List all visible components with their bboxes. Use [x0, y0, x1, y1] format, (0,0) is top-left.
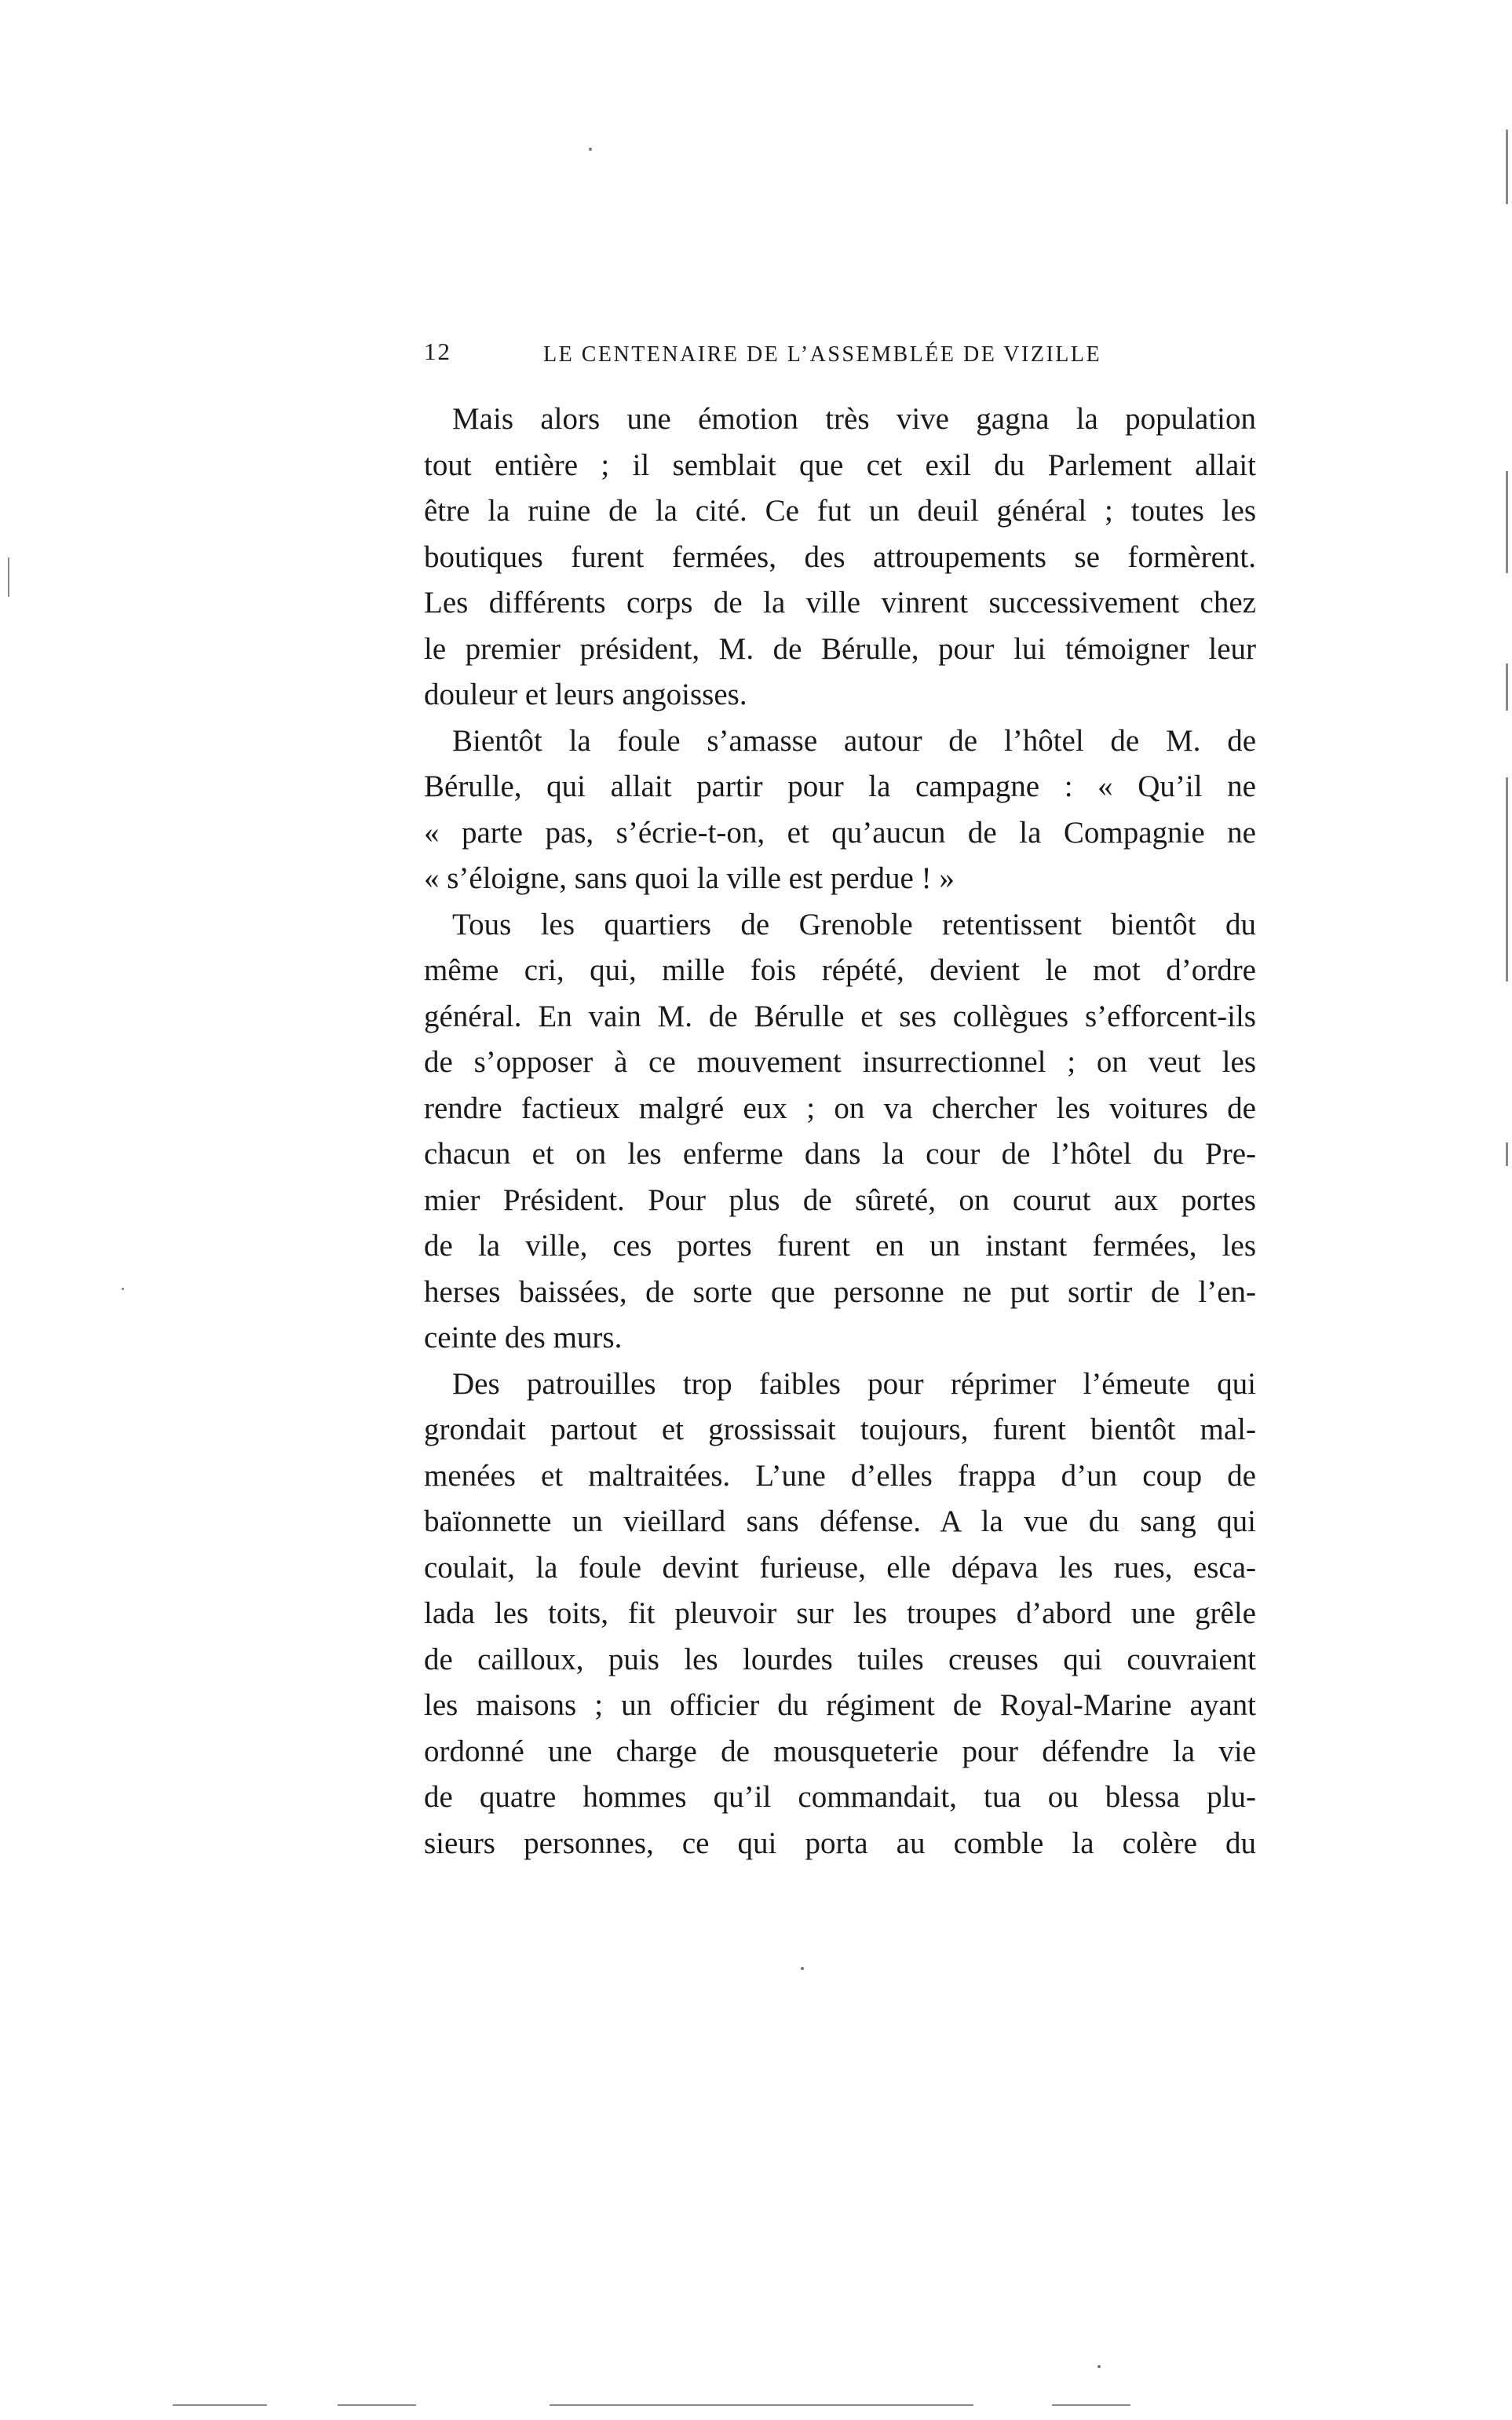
text-line: grondait partout et grossissait toujours, furent bientôt mal-	[424, 1413, 1256, 1446]
text-line: sieurs personnes, ce qui porta au comble la colère du	[424, 1826, 1256, 1860]
text-line: de la ville, ces portes furent en un instant fermées, les	[424, 1229, 1256, 1263]
text-line: Mais alors une émotion très vive gagna la population	[452, 402, 1256, 436]
scan-artifact-rule	[1506, 130, 1508, 204]
text-line: Bérulle, qui allait partir pour la campagne : « Qu’il ne	[424, 770, 1256, 803]
text-line: coulait, la foule devint furieuse, elle dépava les rues, esca-	[424, 1550, 1256, 1585]
text-line: ordonné une charge de mousqueterie pour défendre la vie	[424, 1734, 1256, 1768]
page-number: 12	[424, 338, 451, 365]
text-line: Des patrouilles trop faibles pour réprimer l’émeute qui	[452, 1366, 1256, 1401]
text-line: le premier président, M. de Bérulle, pour lui témoigner leur	[424, 631, 1256, 666]
text-line: baïonnette un vieillard sans défense. A la vue du sang qui	[424, 1504, 1256, 1538]
page-header	[424, 338, 1287, 377]
text-line: herses baissées, de sorte que personne ne put sortir de l’en-	[424, 1274, 1256, 1309]
text-line: menées et maltraitées. L’une d’elles frappa d’un coup de	[424, 1458, 1256, 1493]
paragraph	[424, 902, 1256, 1362]
paragraph	[424, 718, 1256, 902]
text-line: ceinte des murs.	[424, 1321, 623, 1354]
text-line: Les différents corps de la ville vinrent successivement chez	[424, 586, 1256, 620]
scan-artifact-speck	[801, 1967, 804, 1970]
paragraph	[424, 397, 1256, 718]
text-line: rendre factieux malgré eux ; on va chercher les voitures de	[424, 1091, 1256, 1125]
paragraph	[424, 1362, 1256, 1867]
text-line: « parte pas, s’écrie-t-on, et qu’aucun de la Compagnie ne	[424, 815, 1256, 850]
body-text	[424, 397, 1256, 1866]
text-line: boutiques furent fermées, des attroupements se formèrent.	[424, 539, 1256, 574]
scan-artifact-speck	[589, 148, 592, 151]
text-line: être la ruine de la cité. Ce fut un deuil général ; toutes les	[424, 494, 1256, 528]
scan-artifact-rule	[1506, 777, 1508, 982]
text-line: les maisons ; un officier du régiment de Royal-Marine ayant	[424, 1688, 1256, 1722]
scan-artifact-rule	[550, 2404, 973, 2406]
scan-artifact-rule	[1506, 663, 1508, 711]
scan-artifact-rule	[1506, 471, 1508, 573]
text-line: de quatre hommes qu’il commandait, tua ou blessa plu-	[424, 1780, 1256, 1814]
text-line: de s’opposer à ce mouvement insurrectionnel ; on veut les	[424, 1045, 1256, 1079]
running-title: LE CENTENAIRE DE L’ASSEMBLÉE DE VIZILLE	[543, 342, 1102, 367]
scan-artifact-rule	[8, 557, 9, 597]
text-line: même cri, qui, mille fois répété, devient le mot d’ordre	[424, 953, 1256, 987]
text-line: douleur et leurs angoisses.	[424, 678, 747, 711]
text-line: lada les toits, fit pleuvoir sur les troupes d’abord une grêle	[424, 1596, 1256, 1630]
text-line: mier Président. Pour plus de sûreté, on courut aux portes	[424, 1183, 1256, 1217]
scan-artifact-speck	[122, 1288, 124, 1290]
scan-artifact-rule	[173, 2404, 267, 2406]
scan-artifact-rule	[338, 2404, 416, 2406]
text-line: chacun et on les enferme dans la cour de l’hôtel du Pre-	[424, 1137, 1256, 1171]
text-line: général. En vain M. de Bérulle et ses collègues s’efforcent-ils	[424, 999, 1256, 1033]
scan-artifact-speck	[1097, 2365, 1101, 2368]
text-line: Tous les quartiers de Grenoble retentissent bientôt du	[452, 907, 1256, 941]
scan-artifact-rule	[1506, 1142, 1508, 1166]
text-line: de cailloux, puis les lourdes tuiles creuses qui couvraient	[424, 1642, 1256, 1676]
text-line: Bientôt la foule s’amasse autour de l’hôtel de M. de	[452, 723, 1256, 758]
text-line: « s’éloigne, sans quoi la ville est perdue ! »	[424, 861, 955, 895]
text-line: tout entière ; il semblait que cet exil du Parlement allait	[424, 448, 1256, 482]
scan-artifact-rule	[1052, 2404, 1130, 2406]
